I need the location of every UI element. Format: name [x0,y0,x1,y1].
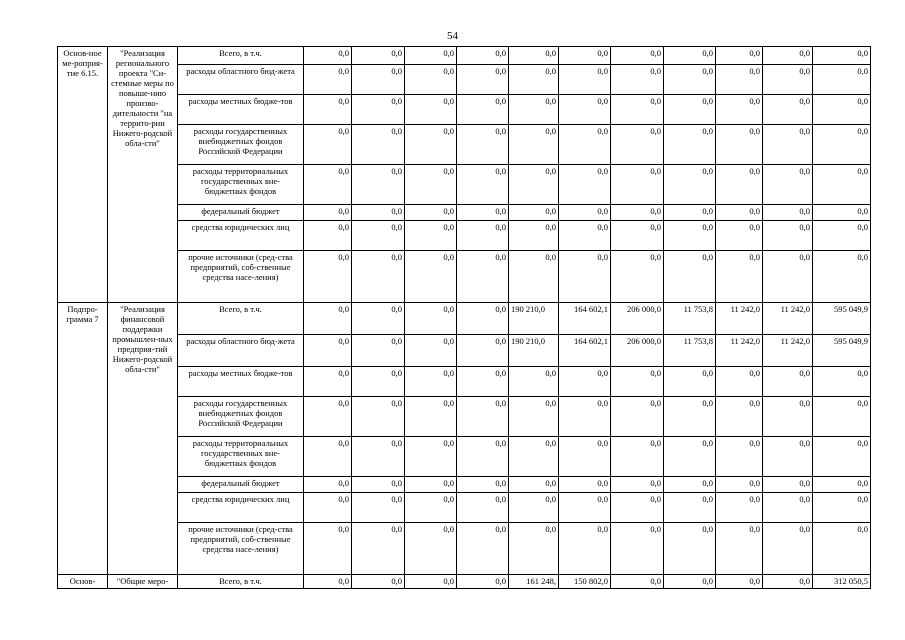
value-cell: 0,0 [304,205,352,221]
value-cell: 0,0 [559,397,611,437]
value-cell: 0,0 [813,523,871,575]
value-cell: 0,0 [509,367,559,397]
value-cell: 0,0 [716,205,763,221]
program-name-cell: "Реализация финансовой поддержки промышлен-ных предприя-тий Нижего-родской обла-сти" [108,303,178,575]
value-cell: 0,0 [763,65,813,95]
value-cell: 0,0 [664,165,716,205]
table-row [58,477,871,493]
table-row [58,303,871,335]
value-cell: 0,0 [405,95,457,125]
program-code-cell: Подпро-грамма 7 [58,303,108,575]
value-cell: 0,0 [559,251,611,303]
value-cell: 0,0 [405,251,457,303]
value-cell: 0,0 [664,477,716,493]
value-cell: 0,0 [304,251,352,303]
program-name-cell: "Общие меро- [108,575,178,589]
table-row [58,65,871,95]
value-cell: 0,0 [457,205,509,221]
value-cell: 0,0 [352,221,405,251]
value-cell: 0,0 [352,65,405,95]
table-row [58,367,871,397]
value-cell: 0,0 [405,397,457,437]
table-row [58,251,871,303]
value-cell: 0,0 [509,205,559,221]
value-cell: 0,0 [559,65,611,95]
value-cell: 595 049,9 [813,303,871,335]
value-cell: 0,0 [352,165,405,205]
value-cell: 0,0 [304,303,352,335]
funding-source-cell: расходы государственных внебюджетных фондов Российской Федерации [178,397,304,437]
value-cell: 0,0 [509,437,559,477]
value-cell: 0,0 [763,165,813,205]
value-cell: 0,0 [352,303,405,335]
value-cell: 0,0 [457,221,509,251]
budget-table [57,46,871,589]
value-cell: 0,0 [509,165,559,205]
funding-source-cell: расходы территориальных государственных вне-бюджетных фондов [178,165,304,205]
value-cell: 0,0 [763,437,813,477]
funding-source-cell: расходы областного бюд-жета [178,335,304,367]
table-row [58,47,871,65]
value-cell: 0,0 [405,303,457,335]
value-cell: 0,0 [611,575,664,589]
value-cell: 0,0 [405,65,457,95]
value-cell: 0,0 [457,125,509,165]
value-cell: 0,0 [763,125,813,165]
value-cell: 312 050,5 [813,575,871,589]
value-cell: 0,0 [763,95,813,125]
value-cell: 0,0 [405,47,457,65]
value-cell: 0,0 [813,165,871,205]
value-cell: 0,0 [405,493,457,523]
value-cell: 0,0 [813,65,871,95]
value-cell: 0,0 [611,165,664,205]
value-cell: 0,0 [405,165,457,205]
value-cell: 0,0 [813,47,871,65]
value-cell: 0,0 [664,367,716,397]
value-cell: 0,0 [813,397,871,437]
value-cell: 0,0 [763,221,813,251]
value-cell: 0,0 [813,125,871,165]
value-cell: 0,0 [813,437,871,477]
value-cell: 0,0 [611,47,664,65]
value-cell: 164 602,1 [559,303,611,335]
table-row [58,575,871,589]
value-cell: 0,0 [763,493,813,523]
value-cell: 0,0 [716,125,763,165]
page-number: 54 [447,30,458,42]
value-cell: 0,0 [716,251,763,303]
value-cell: 0,0 [352,575,405,589]
value-cell: 0,0 [304,367,352,397]
value-cell: 11 242,0 [716,335,763,367]
table-row [58,221,871,251]
funding-source-cell: средства юридических лиц [178,221,304,251]
value-cell: 0,0 [405,523,457,575]
value-cell: 0,0 [763,205,813,221]
value-cell: 0,0 [509,493,559,523]
value-cell: 0,0 [611,477,664,493]
value-cell: 0,0 [763,397,813,437]
value-cell: 0,0 [304,397,352,437]
funding-source-cell: Всего, в т.ч. [178,303,304,335]
value-cell: 0,0 [304,165,352,205]
value-cell: 0,0 [611,95,664,125]
table-row [58,165,871,205]
value-cell: 0,0 [716,165,763,205]
table-row [58,493,871,523]
value-cell: 164 602,1 [559,335,611,367]
value-cell: 0,0 [813,367,871,397]
value-cell: 11 753,8 [664,303,716,335]
value-cell: 0,0 [664,437,716,477]
value-cell: 0,0 [664,523,716,575]
value-cell: 0,0 [304,335,352,367]
table-row [58,95,871,125]
value-cell: 0,0 [457,437,509,477]
funding-source-cell: средства юридических лиц [178,493,304,523]
value-cell: 0,0 [611,65,664,95]
value-cell: 0,0 [763,47,813,65]
value-cell: 0,0 [716,65,763,95]
table-row [58,205,871,221]
value-cell: 0,0 [352,251,405,303]
value-cell: 0,0 [813,205,871,221]
value-cell: 0,0 [559,493,611,523]
value-cell: 0,0 [763,523,813,575]
value-cell: 0,0 [304,477,352,493]
program-name-cell: "Реализация регионального проекта "Си-стемные меры по повыше-нию произво-дительности "на террито-рии Нижего-родской обла-сти" [108,47,178,303]
value-cell: 11 753,8 [664,335,716,367]
value-cell: 0,0 [716,95,763,125]
value-cell: 206 000,0 [611,303,664,335]
value-cell: 0,0 [509,95,559,125]
value-cell: 0,0 [304,95,352,125]
value-cell: 0,0 [457,397,509,437]
value-cell: 0,0 [813,251,871,303]
value-cell: 0,0 [664,493,716,523]
value-cell: 0,0 [664,251,716,303]
value-cell: 0,0 [716,437,763,477]
value-cell: 0,0 [664,221,716,251]
funding-source-cell: расходы местных бюдже-тов [178,367,304,397]
value-cell: 0,0 [716,493,763,523]
value-cell: 190 210,0 [509,335,559,367]
value-cell: 0,0 [405,335,457,367]
value-cell: 0,0 [457,251,509,303]
value-cell: 0,0 [457,575,509,589]
value-cell: 0,0 [509,221,559,251]
table-body [58,47,871,589]
value-cell: 0,0 [664,65,716,95]
funding-source-cell: федеральный бюджет [178,477,304,493]
value-cell: 0,0 [611,221,664,251]
value-cell: 11 242,0 [716,303,763,335]
value-cell: 0,0 [559,205,611,221]
value-cell: 0,0 [559,477,611,493]
value-cell: 0,0 [352,523,405,575]
funding-source-cell: расходы областного бюд-жета [178,65,304,95]
funding-source-cell: расходы местных бюдже-тов [178,95,304,125]
value-cell: 595 049,9 [813,335,871,367]
value-cell: 0,0 [611,125,664,165]
value-cell: 0,0 [509,477,559,493]
value-cell: 0,0 [611,251,664,303]
value-cell: 0,0 [716,397,763,437]
value-cell: 0,0 [716,477,763,493]
table-row [58,437,871,477]
value-cell: 0,0 [509,47,559,65]
value-cell: 0,0 [611,437,664,477]
value-cell: 0,0 [405,125,457,165]
value-cell: 0,0 [457,303,509,335]
funding-source-cell: федеральный бюджет [178,205,304,221]
value-cell: 0,0 [304,47,352,65]
value-cell: 0,0 [304,493,352,523]
value-cell: 0,0 [716,221,763,251]
value-cell: 0,0 [457,335,509,367]
value-cell: 0,0 [352,437,405,477]
funding-source-cell: расходы территориальных государственных вне-бюджетных фондов [178,437,304,477]
value-cell: 0,0 [763,477,813,493]
value-cell: 0,0 [763,575,813,589]
value-cell: 0,0 [304,125,352,165]
value-cell: 0,0 [664,47,716,65]
value-cell: 0,0 [457,165,509,205]
value-cell: 0,0 [559,95,611,125]
value-cell: 150 802,0 [559,575,611,589]
funding-source-cell: прочие источники (сред-ства предприятий, соб-ственные средства насе-ления) [178,251,304,303]
value-cell: 0,0 [509,251,559,303]
value-cell: 0,0 [457,367,509,397]
value-cell: 0,0 [509,125,559,165]
value-cell: 0,0 [509,65,559,95]
value-cell: 0,0 [352,397,405,437]
value-cell: 0,0 [611,397,664,437]
value-cell: 0,0 [813,477,871,493]
value-cell: 0,0 [304,575,352,589]
value-cell: 0,0 [559,221,611,251]
value-cell: 0,0 [352,205,405,221]
value-cell: 0,0 [813,95,871,125]
table-row [58,397,871,437]
value-cell: 0,0 [559,523,611,575]
value-cell: 11 242,0 [763,303,813,335]
value-cell: 0,0 [611,493,664,523]
value-cell: 0,0 [559,437,611,477]
funding-source-cell: Всего, в т.ч. [178,47,304,65]
value-cell: 0,0 [352,477,405,493]
value-cell: 0,0 [664,125,716,165]
value-cell: 0,0 [716,47,763,65]
value-cell: 0,0 [664,205,716,221]
value-cell: 0,0 [763,367,813,397]
value-cell: 0,0 [716,523,763,575]
value-cell: 206 000,0 [611,335,664,367]
value-cell: 0,0 [352,335,405,367]
value-cell: 0,0 [352,47,405,65]
table-row [58,523,871,575]
value-cell: 0,0 [352,367,405,397]
value-cell: 0,0 [304,437,352,477]
value-cell: 0,0 [457,523,509,575]
value-cell: 0,0 [664,575,716,589]
value-cell: 0,0 [352,125,405,165]
value-cell: 0,0 [405,437,457,477]
value-cell: 190 210,0 [509,303,559,335]
value-cell: 0,0 [304,523,352,575]
value-cell: 0,0 [405,205,457,221]
value-cell: 0,0 [611,523,664,575]
value-cell: 0,0 [457,493,509,523]
value-cell: 0,0 [763,251,813,303]
value-cell: 11 242,0 [763,335,813,367]
value-cell: 0,0 [509,523,559,575]
table-row [58,125,871,165]
value-cell: 0,0 [352,493,405,523]
value-cell: 0,0 [559,165,611,205]
value-cell: 0,0 [611,205,664,221]
value-cell: 0,0 [304,221,352,251]
value-cell: 0,0 [457,95,509,125]
value-cell: 0,0 [405,221,457,251]
value-cell: 0,0 [405,367,457,397]
value-cell: 0,0 [716,367,763,397]
value-cell: 0,0 [457,477,509,493]
value-cell: 0,0 [405,477,457,493]
funding-source-cell: расходы государственных внебюджетных фондов Российской Федерации [178,125,304,165]
value-cell: 0,0 [304,65,352,95]
program-code-cell: Основ- [58,575,108,589]
value-cell: 0,0 [664,95,716,125]
value-cell: 0,0 [611,367,664,397]
funding-source-cell: Всего, в т.ч. [178,575,304,589]
value-cell: 0,0 [559,47,611,65]
value-cell: 0,0 [813,493,871,523]
value-cell: 0,0 [457,47,509,65]
funding-source-cell: прочие источники (сред-ства предприятий, соб-ственные средства насе-ления) [178,523,304,575]
value-cell: 0,0 [559,125,611,165]
value-cell: 0,0 [352,95,405,125]
value-cell: 0,0 [405,575,457,589]
table-row [58,335,871,367]
value-cell: 0,0 [813,221,871,251]
value-cell: 0,0 [559,367,611,397]
program-code-cell: Основ-ное ме-роприя-тие 6.15. [58,47,108,303]
value-cell: 0,0 [716,575,763,589]
value-cell: 0,0 [509,397,559,437]
value-cell: 161 248, [509,575,559,589]
value-cell: 0,0 [664,397,716,437]
value-cell: 0,0 [457,65,509,95]
